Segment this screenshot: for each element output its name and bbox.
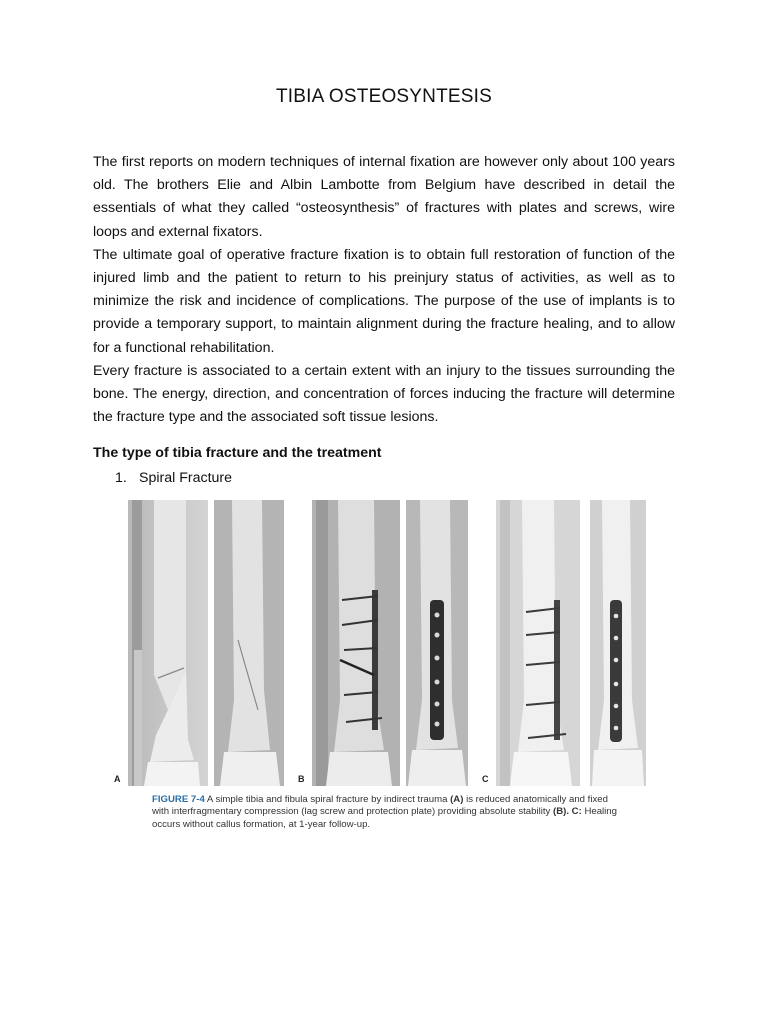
- caption-ref-b: (B).: [553, 806, 569, 818]
- xray-image-c-ap: [496, 500, 580, 786]
- figure-spiral-fracture: [110, 498, 650, 843]
- body-text: [93, 151, 675, 429]
- caption-figure-label: FIGURE 7-4: [152, 794, 205, 805]
- xray-image-c-lateral: [590, 500, 646, 786]
- caption-text-1: A simple tibia and fibula spiral fracture by indirect trauma: [204, 794, 451, 805]
- caption-text-2: is reduced anatomically and fixed with interfragmentary compression (lag screw and protection plate) providing absolute stability: [152, 794, 608, 818]
- caption-text-3: Healing occurs without callus formation, at 1-year follow-up.: [152, 806, 617, 830]
- list-item: [115, 470, 232, 486]
- xray-image-a-lateral: [214, 500, 284, 786]
- paragraph-3: Every fracture is associated to a certain extent with an injury to the tissues surrounding the bone. The energy, direction, and concentration of forces inducing the fracture will determine the fracture type and the associated soft tissue lesions.: [93, 362, 675, 426]
- section-heading: The type of tibia fracture and the treatment: [93, 445, 382, 461]
- list-item-number: 1.: [115, 470, 127, 486]
- panel-label-c: C: [482, 774, 489, 784]
- figure-caption: [152, 794, 622, 831]
- paragraph-2: The ultimate goal of operative fracture fixation is to obtain full restoration of function of the injured limb and the patient to return to his preinjury status of activities, as well as to minimize the risk and incidence of complications. The purpose of the use of implants is to provide a temporary support, to maintain alignment during the fracture healing, and to allow for a functional rehabilitation.: [93, 246, 675, 356]
- panel-label-b: B: [298, 774, 305, 784]
- caption-ref-c: C:: [568, 806, 582, 818]
- list-item-text: Spiral Fracture: [139, 470, 233, 486]
- xray-image-a-ap: [128, 500, 208, 786]
- page-title: TIBIA OSTEOSYNTESIS: [275, 86, 493, 107]
- xray-image-b-lateral: [406, 500, 468, 786]
- paragraph-1: The first reports on modern techniques of internal fixation are however only about 100 years old. The brothers Elie and Albin Lambotte from Belgium have described in detail the essentials of what they called “osteosynthesis” of fractures with plates and screws, wire loops and external fixators.: [93, 154, 675, 240]
- caption-ref-a: (A): [450, 794, 464, 805]
- xray-image-b-ap: [312, 500, 400, 786]
- panel-label-a: A: [114, 774, 121, 784]
